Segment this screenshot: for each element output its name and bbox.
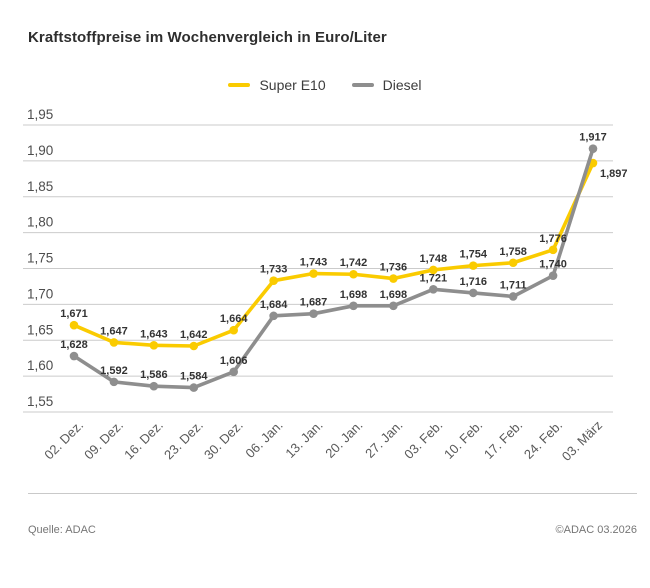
value-label: 1,698 xyxy=(379,288,408,301)
data-point-super-e10 xyxy=(389,274,398,283)
value-label: 1,721 xyxy=(419,272,448,285)
value-label: 1,897 xyxy=(600,168,628,181)
y-tick-label: 1,95 xyxy=(27,107,54,122)
y-tick-label: 1,55 xyxy=(27,394,54,409)
data-point-diesel xyxy=(429,285,438,294)
value-label: 1,711 xyxy=(499,279,527,292)
x-tick-label: 16. Dez. xyxy=(121,417,166,463)
value-label: 1,664 xyxy=(219,313,248,326)
data-point-diesel xyxy=(229,368,238,377)
data-point-diesel xyxy=(589,144,598,153)
data-point-super-e10 xyxy=(110,338,119,347)
value-label: 1,736 xyxy=(379,261,408,274)
x-tick-label: 03. Feb. xyxy=(401,417,446,462)
value-label: 1,758 xyxy=(499,245,527,258)
value-label: 1,716 xyxy=(459,275,487,288)
value-label: 1,687 xyxy=(299,296,328,309)
source-note: Quelle: ADAC xyxy=(28,524,96,536)
x-tick-label: 03. März xyxy=(558,417,606,464)
data-point-diesel xyxy=(469,289,478,298)
value-label: 1,628 xyxy=(60,339,88,352)
value-label: 1,742 xyxy=(339,257,368,270)
value-label: 1,754 xyxy=(459,248,487,261)
x-tick-label: 13. Jan. xyxy=(282,417,326,461)
x-tick-label: 09. Dez. xyxy=(81,417,127,463)
value-label: 1,684 xyxy=(259,298,288,311)
value-label: 1,592 xyxy=(100,364,128,377)
data-point-super-e10 xyxy=(309,269,318,278)
data-point-diesel xyxy=(389,302,398,311)
x-tick-label: 20. Jan. xyxy=(322,417,366,461)
data-point-super-e10 xyxy=(509,258,518,267)
data-point-super-e10 xyxy=(70,321,79,330)
data-point-diesel xyxy=(549,271,558,280)
data-point-diesel xyxy=(509,292,518,301)
value-label: 1,643 xyxy=(140,328,168,341)
data-point-super-e10 xyxy=(549,246,558,255)
y-tick-label: 1,90 xyxy=(27,142,54,158)
value-label: 1,586 xyxy=(140,369,168,382)
y-tick-label: 1,65 xyxy=(27,322,54,338)
footer-divider xyxy=(28,493,637,494)
value-label: 1,743 xyxy=(299,256,328,269)
copyright-note: ©ADAC 03.2026 xyxy=(555,524,637,536)
y-tick-label: 1,75 xyxy=(27,250,54,266)
data-point-diesel xyxy=(70,352,79,361)
x-tick-label: 30. Dez. xyxy=(200,417,246,463)
value-label: 1,671 xyxy=(60,308,88,321)
value-label: 1,698 xyxy=(339,288,368,301)
y-tick-label: 1,80 xyxy=(27,214,54,230)
x-tick-label: 10. Feb. xyxy=(441,417,486,462)
data-point-diesel xyxy=(269,312,278,321)
legend-label-super-e10: Super E10 xyxy=(259,77,326,93)
legend-label-diesel: Diesel xyxy=(382,77,422,93)
y-tick-label: 1,70 xyxy=(27,286,54,302)
data-point-super-e10 xyxy=(349,270,358,279)
fuel-price-line-chart xyxy=(0,100,650,498)
legend-swatch-super-e10-icon xyxy=(228,83,250,87)
value-label: 1,733 xyxy=(259,263,288,276)
x-tick-label: 24. Feb. xyxy=(520,417,566,462)
data-point-super-e10 xyxy=(469,261,478,270)
value-label: 1,647 xyxy=(100,325,128,338)
y-tick-label: 1,85 xyxy=(27,178,54,194)
page-title: Kraftstoffpreise im Wochenvergleich in Euro/Liter xyxy=(28,29,387,46)
legend-swatch-diesel-icon xyxy=(352,83,374,87)
value-label: 1,740 xyxy=(539,258,567,271)
x-tick-label: 27. Jan. xyxy=(362,417,406,461)
value-label: 1,776 xyxy=(539,232,567,245)
data-point-super-e10 xyxy=(189,342,198,351)
value-label: 1,606 xyxy=(219,354,248,367)
data-point-super-e10 xyxy=(150,341,159,350)
chart-legend xyxy=(0,77,650,93)
data-point-super-e10 xyxy=(229,326,238,335)
x-tick-label: 06. Jan. xyxy=(242,417,286,461)
y-axis-labels xyxy=(27,107,53,409)
value-label: 1,748 xyxy=(419,252,448,265)
y-tick-label: 1,60 xyxy=(27,358,54,374)
value-label: 1,917 xyxy=(579,131,607,144)
data-point-super-e10 xyxy=(269,276,278,285)
data-point-diesel xyxy=(150,382,159,391)
x-tick-label: 23. Dez. xyxy=(161,417,206,463)
data-point-diesel xyxy=(309,309,318,318)
data-point-diesel xyxy=(349,302,358,311)
legend-item-super-e10 xyxy=(228,77,325,93)
value-label: 1,642 xyxy=(180,328,208,341)
x-tick-label: 02. Dez. xyxy=(41,417,87,463)
data-point-diesel xyxy=(110,378,119,387)
data-point-diesel xyxy=(189,383,198,392)
legend-item-diesel xyxy=(352,77,422,93)
line-chart-svg xyxy=(0,100,650,498)
value-label: 1,584 xyxy=(180,370,208,383)
x-axis-labels xyxy=(41,418,605,464)
x-tick-label: 17. Feb. xyxy=(480,417,526,462)
